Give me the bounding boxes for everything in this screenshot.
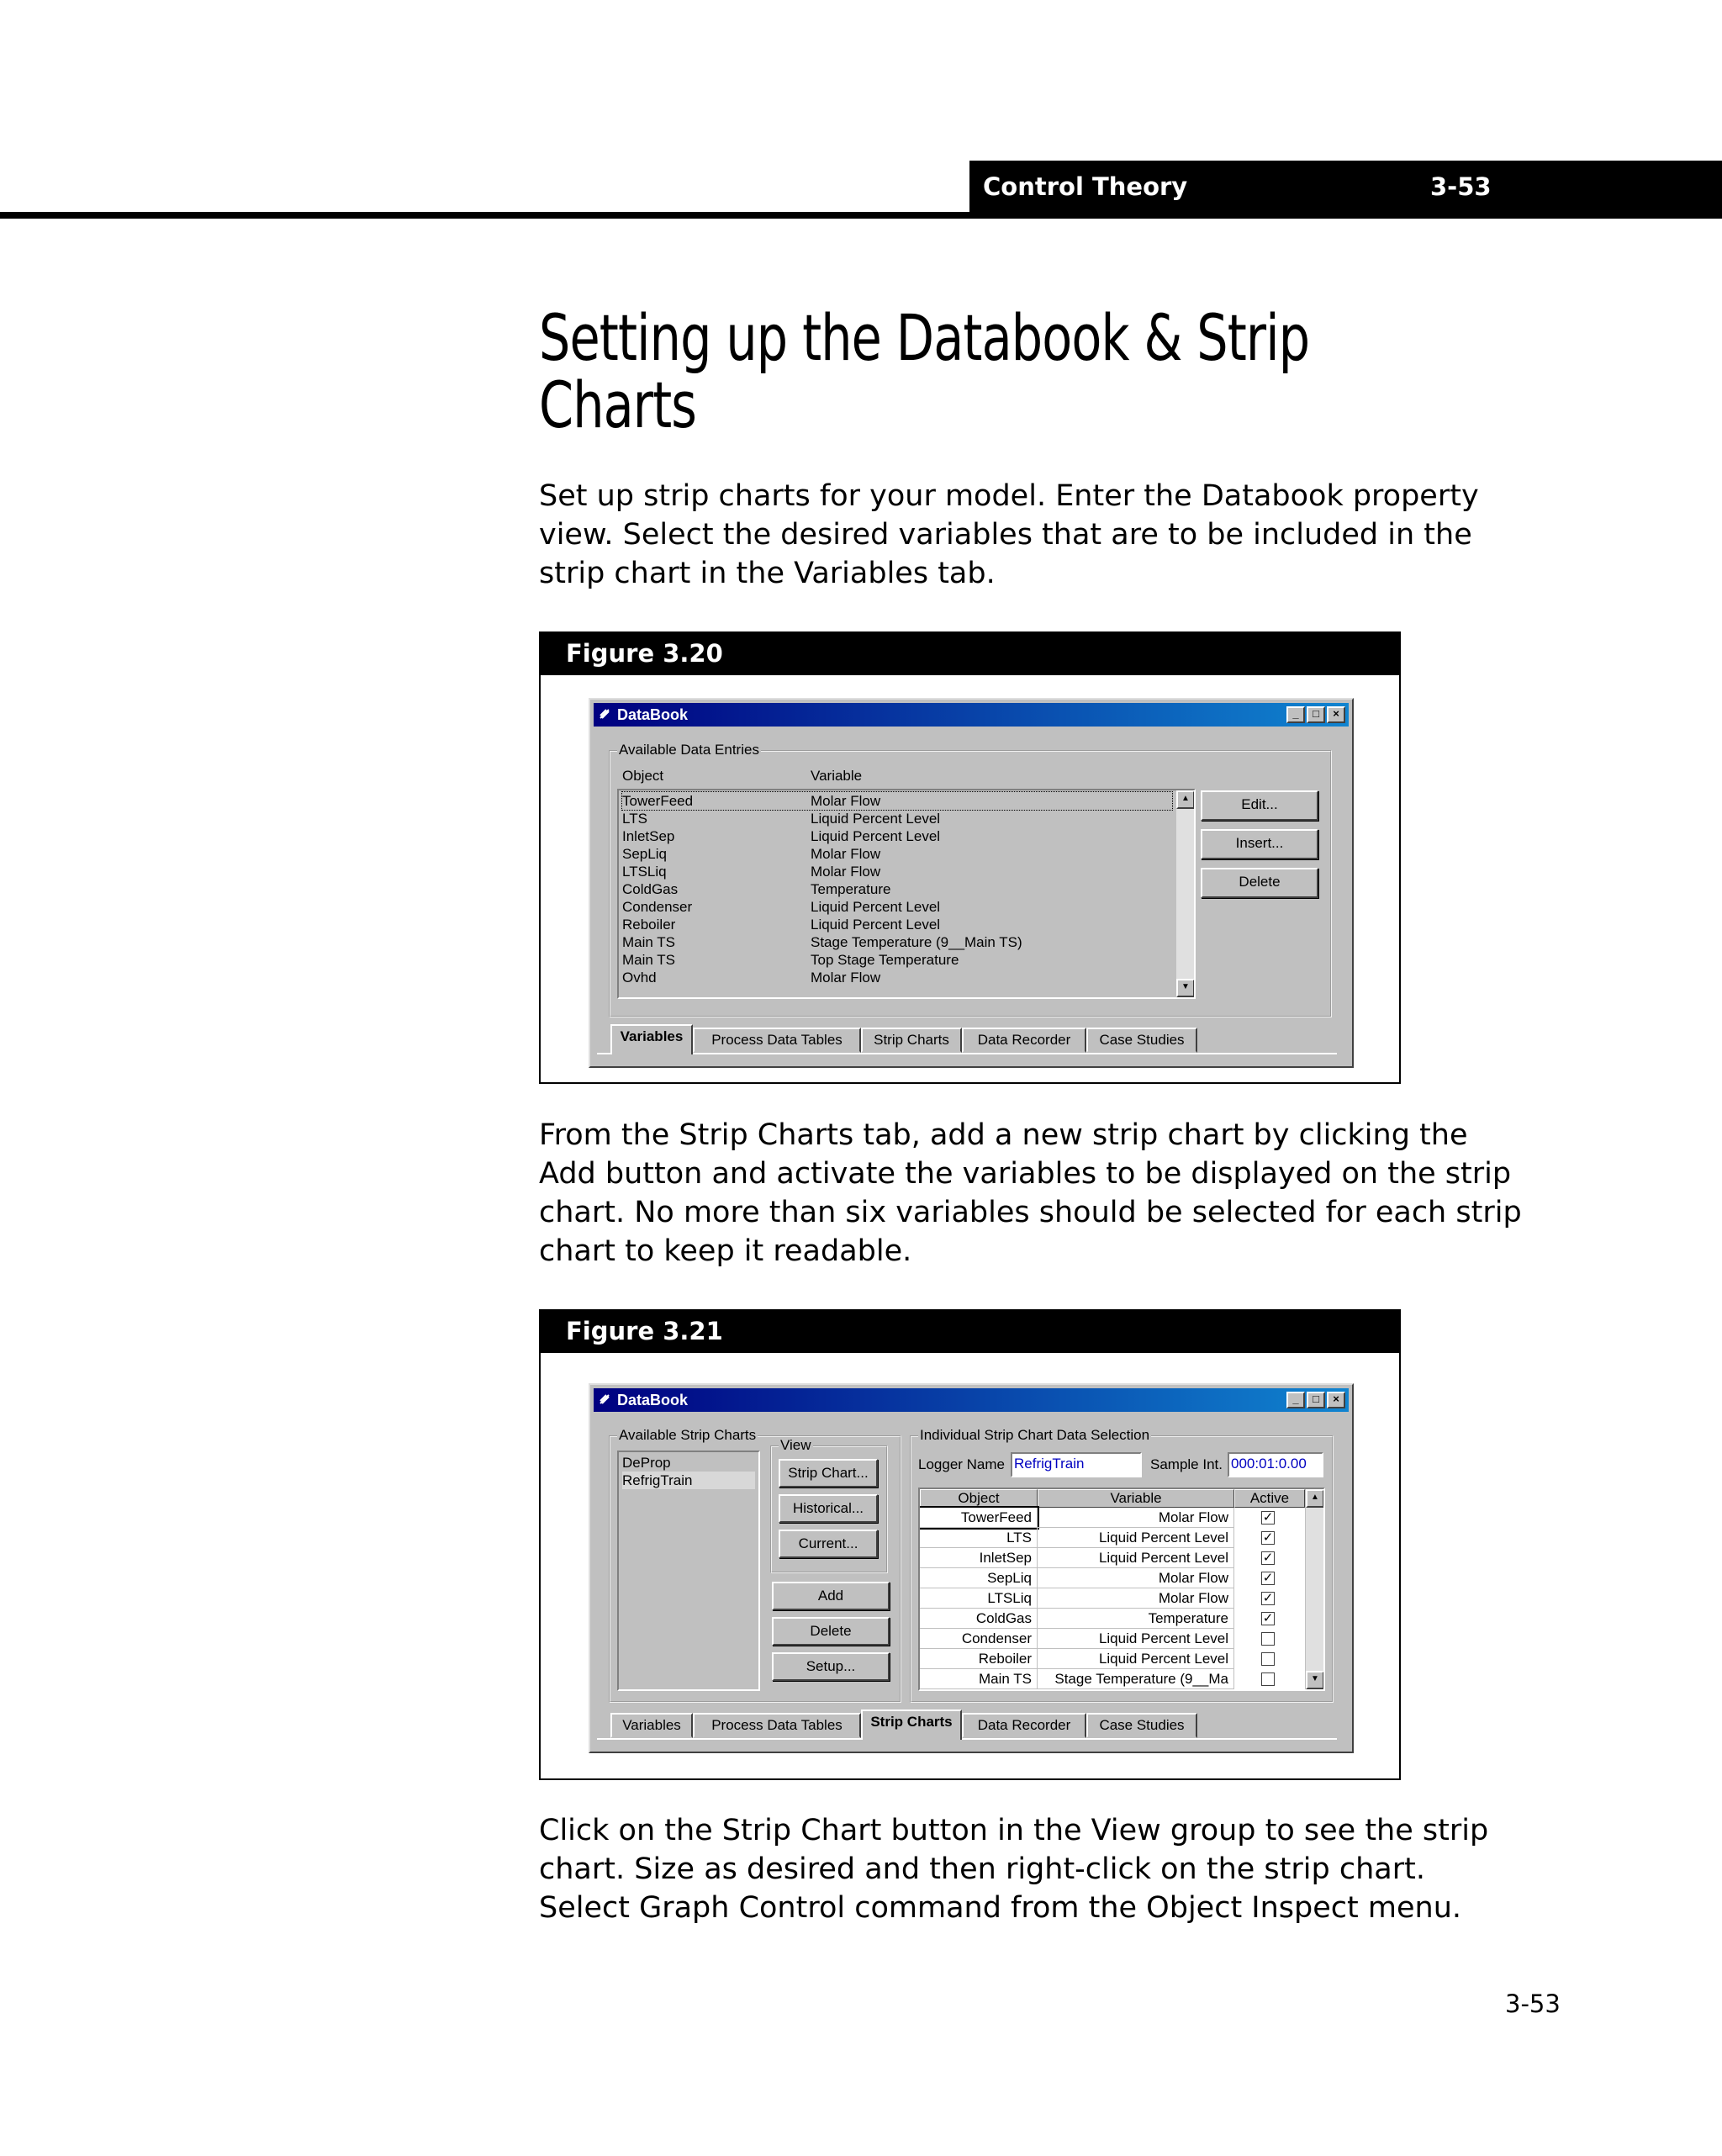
list-item-variable[interactable]: Liquid Percent Level — [811, 917, 941, 933]
active-checkbox-checked[interactable]: ✓ — [1262, 1530, 1274, 1545]
edit-button[interactable]: Edit... — [1201, 790, 1318, 821]
maximize-icon[interactable]: □ — [1307, 1392, 1325, 1408]
header-page-number: 3-53 — [1430, 172, 1492, 201]
grid-cell-variable[interactable]: Stage Temperature (9__Ma — [1038, 1669, 1234, 1689]
list-item-variable[interactable]: Liquid Percent Level — [811, 811, 941, 827]
grid-header-object[interactable]: Object — [920, 1489, 1038, 1508]
tab-baseline — [597, 1053, 1337, 1054]
tab-process-data-tables[interactable]: Process Data Tables — [693, 1713, 861, 1738]
maximize-icon[interactable]: □ — [1307, 706, 1325, 723]
sample-int-input[interactable]: 000:01:0.00 — [1228, 1452, 1323, 1477]
list-scrollbar[interactable] — [1175, 790, 1194, 997]
column-header-variable: Variable — [811, 768, 863, 784]
window-title: DataBook — [617, 706, 689, 723]
grid-cell-variable[interactable]: Liquid Percent Level — [1038, 1548, 1234, 1568]
column-header-object: Object — [622, 768, 664, 784]
grid-cell-object[interactable]: TowerFeed — [920, 1508, 1038, 1528]
list-item-variable[interactable]: Liquid Percent Level — [811, 828, 941, 844]
grid-cell-object[interactable]: LTSLiq — [920, 1588, 1038, 1609]
list-item-object[interactable]: Ovhd — [622, 970, 657, 986]
strip-charts-list[interactable] — [617, 1451, 760, 1691]
grid-cell-object[interactable]: InletSep — [920, 1548, 1038, 1568]
active-checkbox-checked[interactable]: ✓ — [1262, 1510, 1274, 1525]
group-label: Available Data Entries — [619, 742, 759, 758]
group-label: View — [780, 1437, 811, 1453]
grid-scrollbar[interactable] — [1305, 1489, 1323, 1689]
paragraph-strip-charts: From the Strip Charts tab, add a new strip chart by clicking the Add button and activate the variables to be displayed on the strip chart. No more than six variables should be selected for each strip chart to keep it readable. — [539, 1118, 1522, 1268]
active-checkbox-checked[interactable]: ✓ — [1262, 1611, 1274, 1625]
minimize-icon[interactable]: _ — [1286, 1392, 1305, 1408]
grid-cell-variable[interactable]: Liquid Percent Level — [1038, 1528, 1234, 1548]
close-icon[interactable]: × — [1327, 1392, 1345, 1408]
window-titlebar[interactable] — [594, 703, 1349, 727]
list-item-variable[interactable]: Stage Temperature (9__Main TS) — [811, 934, 1022, 950]
databook-window — [589, 698, 1354, 1068]
strip-chart-button[interactable]: Strip Chart... — [779, 1459, 878, 1488]
setup-button[interactable]: Setup... — [772, 1652, 890, 1681]
list-item-object[interactable]: Condenser — [622, 899, 693, 915]
grid-cell-variable[interactable]: Molar Flow — [1038, 1588, 1234, 1609]
tab-variables[interactable]: Variables — [610, 1713, 693, 1738]
close-icon[interactable]: × — [1327, 706, 1345, 723]
grid-cell-object[interactable]: Main TS — [920, 1669, 1038, 1689]
grid-header-variable[interactable]: Variable — [1038, 1489, 1234, 1508]
tab-bar — [597, 1024, 1345, 1054]
minimize-icon[interactable]: _ — [1286, 706, 1305, 723]
list-item-object[interactable]: Main TS — [622, 952, 675, 968]
list-item-variable[interactable]: Molar Flow — [811, 793, 881, 809]
figure-3-20 — [539, 631, 1401, 1084]
window-title: DataBook — [617, 1392, 689, 1408]
tab-strip-charts[interactable]: Strip Charts — [861, 1028, 962, 1053]
scroll-up-icon[interactable]: ▲ — [1306, 1489, 1324, 1508]
available-strip-charts-group — [609, 1427, 901, 1703]
tab-case-studies[interactable]: Case Studies — [1086, 1713, 1197, 1738]
add-button[interactable]: Add — [772, 1582, 890, 1610]
list-item-object[interactable]: ColdGas — [622, 881, 679, 897]
grid-cell-object[interactable]: ColdGas — [920, 1609, 1038, 1629]
paragraph-graph-control: Click on the Strip Chart button in the View group to see the strip chart. Size as desired and then right-click on the strip chart. Select Graph Control command from the Object Inspect menu. — [539, 1814, 1489, 1925]
logger-name-input[interactable]: RefrigTrain — [1011, 1452, 1142, 1477]
list-item-object[interactable]: TowerFeed — [622, 792, 1172, 810]
app-icon — [599, 1393, 610, 1405]
delete-button[interactable]: Delete — [1201, 868, 1318, 898]
list-item-variable[interactable]: Top Stage Temperature — [811, 952, 959, 968]
grid-cell-object[interactable]: Condenser — [920, 1629, 1038, 1649]
list-item-object[interactable]: LTS — [622, 811, 647, 827]
header-section-title: Control Theory — [983, 172, 1188, 201]
tab-strip-charts[interactable]: Strip Charts — [861, 1709, 962, 1740]
scroll-down-icon[interactable]: ▼ — [1176, 979, 1195, 997]
historical-button[interactable]: Historical... — [779, 1494, 878, 1523]
tab-data-recorder[interactable]: Data Recorder — [962, 1713, 1086, 1738]
paragraph-intro: Set up strip charts for your model. Enter the Databook property view. Select the desired variables that are to be included in the strip chart in the Variables tab. — [539, 479, 1479, 590]
figure-3-21 — [539, 1309, 1401, 1780]
group-label: Available Strip Charts — [619, 1427, 757, 1443]
list-item-selected[interactable]: RefrigTrain — [622, 1472, 755, 1489]
figure-caption: Figure 3.20 — [541, 633, 1399, 675]
tab-data-recorder[interactable]: Data Recorder — [962, 1028, 1086, 1053]
tab-bar — [597, 1709, 1345, 1740]
list-item-variable[interactable]: Temperature — [811, 881, 891, 897]
grid-cell-variable[interactable]: Molar Flow — [1038, 1568, 1234, 1588]
current-button[interactable]: Current... — [779, 1530, 878, 1558]
delete-button[interactable]: Delete — [772, 1617, 890, 1646]
grid-cell-object[interactable]: Reboiler — [920, 1649, 1038, 1669]
sample-int-label: Sample Int. — [1150, 1456, 1223, 1472]
app-icon — [599, 708, 610, 720]
active-checkbox-checked[interactable]: ✓ — [1262, 1591, 1274, 1605]
list-item-object[interactable]: SepLiq — [622, 846, 667, 862]
grid-header-active[interactable]: Active — [1234, 1489, 1305, 1508]
list-item-variable[interactable]: Molar Flow — [811, 864, 881, 880]
grid-cell-variable[interactable]: Temperature — [1038, 1609, 1234, 1629]
scroll-up-icon[interactable]: ▲ — [1176, 790, 1195, 809]
view-group — [770, 1437, 888, 1573]
active-checkbox-checked[interactable]: ✓ — [1262, 1551, 1274, 1565]
tab-baseline — [597, 1738, 1337, 1740]
active-checkbox-checked[interactable]: ✓ — [1262, 1571, 1274, 1585]
group-label: Individual Strip Chart Data Selection — [920, 1427, 1150, 1443]
grid-cell-variable[interactable]: Liquid Percent Level — [1038, 1649, 1234, 1669]
individual-selection-group — [910, 1427, 1334, 1703]
list-item-variable[interactable]: Liquid Percent Level — [811, 899, 941, 915]
tab-variables[interactable]: Variables — [610, 1024, 693, 1054]
active-checkbox[interactable] — [1261, 1652, 1275, 1666]
tab-process-data-tables[interactable]: Process Data Tables — [693, 1028, 861, 1053]
list-item-variable[interactable]: Molar Flow — [811, 970, 881, 986]
logger-name-label: Logger Name — [918, 1456, 1006, 1472]
grid-cell-object[interactable]: LTS — [920, 1528, 1038, 1548]
grid-cell-variable[interactable]: Molar Flow — [1038, 1508, 1234, 1528]
list-item-object[interactable]: InletSep — [622, 828, 675, 844]
figure-caption: Figure 3.21 — [541, 1311, 1399, 1353]
grid-cell-variable[interactable]: Liquid Percent Level — [1038, 1629, 1234, 1649]
insert-button[interactable]: Insert... — [1201, 829, 1318, 859]
running-header — [969, 161, 1722, 218]
list-item[interactable]: DeProp — [622, 1455, 671, 1471]
list-item-object[interactable]: LTSLiq — [622, 864, 667, 880]
window-titlebar[interactable] — [594, 1388, 1349, 1412]
variables-grid — [918, 1488, 1325, 1691]
active-checkbox[interactable] — [1261, 1632, 1275, 1646]
scroll-down-icon[interactable]: ▼ — [1306, 1671, 1324, 1689]
grid-cell-object[interactable]: SepLiq — [920, 1568, 1038, 1588]
list-item-object[interactable]: Main TS — [622, 934, 675, 950]
footer-page-number: 3-53 — [1505, 1990, 1561, 2018]
page-title: Setting up the Databook & Strip Charts — [539, 300, 1310, 442]
list-item-variable[interactable]: Molar Flow — [811, 846, 881, 862]
active-checkbox[interactable] — [1261, 1672, 1275, 1686]
data-entries-list[interactable] — [617, 789, 1196, 999]
list-item-object[interactable]: Reboiler — [622, 917, 676, 933]
tab-case-studies[interactable]: Case Studies — [1086, 1028, 1197, 1053]
databook-window — [589, 1383, 1354, 1753]
